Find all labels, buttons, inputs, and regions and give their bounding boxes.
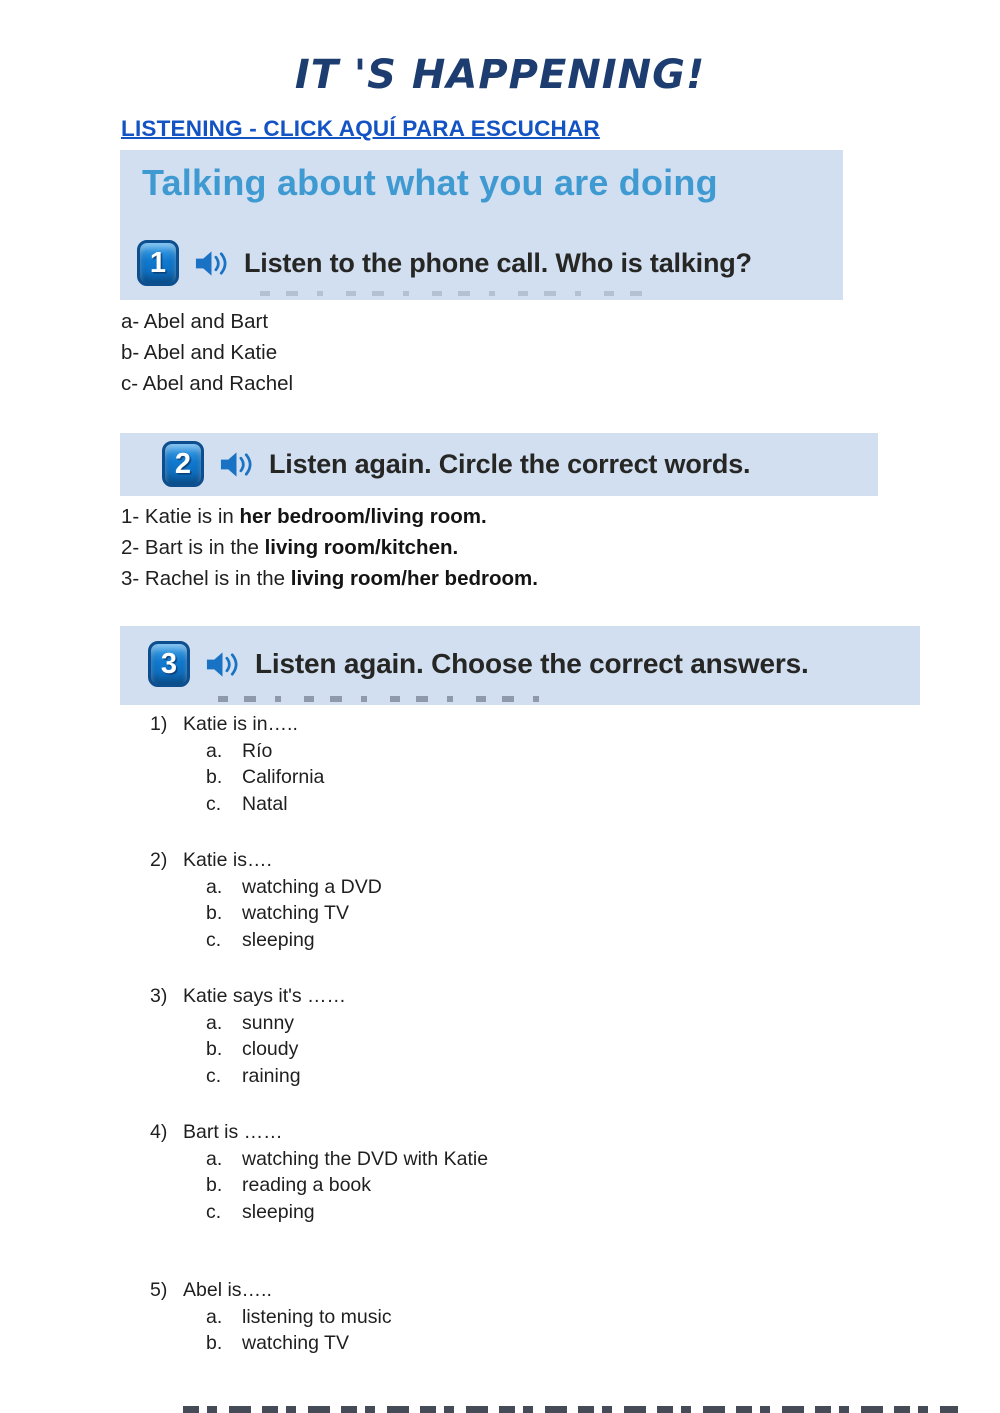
listening-audio-link[interactable]: LISTENING - CLICK AQUÍ PARA ESCUCHAR [121, 116, 600, 141]
question-number: 2) [150, 849, 168, 871]
question-number: 5) [150, 1279, 168, 1301]
question-1-option-c[interactable] [150, 791, 488, 818]
circle-item-1-prefix: 1- Katie is in [121, 505, 240, 528]
exercise-1-options [121, 306, 293, 399]
option-text: sunny [242, 1011, 295, 1034]
question-2-option-c[interactable] [150, 927, 488, 954]
exercise-2-badge [162, 441, 204, 487]
question-2-option-b[interactable] [150, 900, 488, 927]
question-4-option-c[interactable] [150, 1199, 488, 1226]
banner-talking-about [120, 150, 843, 300]
cutoff-text-artifact [183, 1406, 958, 1413]
exercise-1-option-b[interactable]: b- Abel and Katie [121, 341, 278, 364]
circle-item-3[interactable] [121, 563, 538, 594]
exercise-3-questions [150, 711, 488, 1387]
exercise-2-number: 2 [174, 447, 192, 480]
exercise-2-header [162, 441, 750, 487]
option-text: Natal [242, 792, 288, 815]
question-1 [150, 711, 488, 817]
cutoff-text-artifact [218, 696, 558, 702]
question-stem: Katie is in….. [183, 713, 298, 735]
circle-item-3-choices[interactable]: living room/her bedroom. [290, 567, 538, 590]
exercise-3-instruction: Listen again. Choose the correct answers. [255, 648, 809, 679]
question-3 [150, 983, 488, 1089]
cutoff-text-artifact [260, 291, 660, 296]
question-stem: Bart is …… [183, 1121, 283, 1143]
speaker-icon[interactable] [194, 248, 229, 279]
question-2-option-a[interactable] [150, 874, 488, 901]
exercise-1-number: 1 [149, 246, 167, 279]
exercise-3-badge [148, 641, 190, 687]
speaker-icon[interactable] [219, 449, 254, 480]
question-stem: Katie is…. [183, 849, 272, 871]
question-number: 4) [150, 1121, 168, 1143]
circle-item-2[interactable] [121, 532, 538, 563]
exercise-2-items [121, 501, 538, 594]
question-4-text [150, 1119, 488, 1146]
question-2-text [150, 847, 488, 874]
exercise-1-option-c[interactable]: c- Abel and Rachel [121, 372, 294, 395]
option-text: raining [242, 1064, 301, 1087]
exercise-3-number: 3 [160, 647, 178, 680]
option-text: sleeping [242, 1200, 315, 1223]
question-number: 3) [150, 985, 168, 1007]
option-letter: a. [206, 1305, 223, 1328]
question-stem: Abel is….. [183, 1279, 272, 1301]
question-1-text [150, 711, 488, 738]
option-text: watching a DVD [242, 875, 382, 898]
option-text: watching TV [242, 902, 349, 924]
option-text: watching the DVD with Katie [242, 1147, 489, 1170]
option-text: listening to music [242, 1305, 392, 1328]
option-letter: a. [206, 1147, 223, 1170]
banner-exercise-3 [120, 626, 920, 705]
question-4-option-b[interactable] [150, 1172, 488, 1199]
option-text: reading a book [242, 1174, 372, 1196]
question-1-option-b[interactable] [150, 764, 488, 791]
circle-item-1-choices[interactable]: her bedroom/living room. [239, 505, 487, 528]
exercise-2-instruction: Listen again. Circle the correct words. [269, 448, 751, 479]
exercise-3-header [148, 641, 809, 687]
option-letter: b. [206, 1038, 223, 1060]
question-5-text [150, 1277, 488, 1304]
exercise-1-option-a[interactable]: a- Abel and Bart [121, 310, 269, 333]
question-4 [150, 1119, 488, 1225]
option-text: Río [242, 739, 273, 762]
question-2 [150, 847, 488, 953]
question-stem: Katie says it's …… [183, 985, 347, 1007]
option-letter: c. [206, 792, 222, 815]
question-4-option-a[interactable] [150, 1146, 488, 1173]
option-letter: c. [206, 1064, 222, 1087]
banner-heading: Talking about what you are doing [142, 162, 718, 203]
speaker-icon[interactable] [205, 649, 240, 680]
option-letter: b. [206, 1332, 223, 1354]
option-letter: a. [206, 1011, 223, 1034]
option-letter: a. [206, 739, 223, 762]
question-3-text [150, 983, 488, 1010]
exercise-1-instruction: Listen to the phone call. Who is talking? [244, 247, 752, 278]
option-letter: c. [206, 1200, 222, 1223]
circle-item-2-choices[interactable]: living room/kitchen. [264, 536, 459, 559]
page-title: IT 'S HAPPENING! [294, 52, 706, 98]
circle-item-1[interactable] [121, 501, 538, 532]
circle-item-3-prefix: 3- Rachel is in the [121, 567, 291, 590]
option-text: California [242, 766, 325, 788]
option-letter: c. [206, 928, 222, 951]
question-3-option-a[interactable] [150, 1010, 488, 1037]
option-text: cloudy [242, 1038, 299, 1060]
option-text: watching TV [242, 1332, 349, 1354]
question-5 [150, 1277, 488, 1357]
question-3-option-c[interactable] [150, 1063, 488, 1090]
question-3-option-b[interactable] [150, 1036, 488, 1063]
exercise-1-header [137, 240, 752, 286]
circle-item-2-prefix: 2- Bart is in the [121, 536, 265, 559]
question-5-option-b[interactable] [150, 1330, 488, 1357]
question-5-option-a[interactable] [150, 1304, 488, 1331]
question-1-option-a[interactable] [150, 738, 488, 765]
option-letter: b. [206, 902, 223, 924]
option-letter: a. [206, 875, 223, 898]
option-letter: b. [206, 766, 223, 788]
option-letter: b. [206, 1174, 223, 1196]
exercise-1-badge [137, 240, 179, 286]
question-number: 1) [150, 713, 168, 735]
banner-exercise-2 [120, 433, 878, 496]
option-text: sleeping [242, 928, 315, 951]
